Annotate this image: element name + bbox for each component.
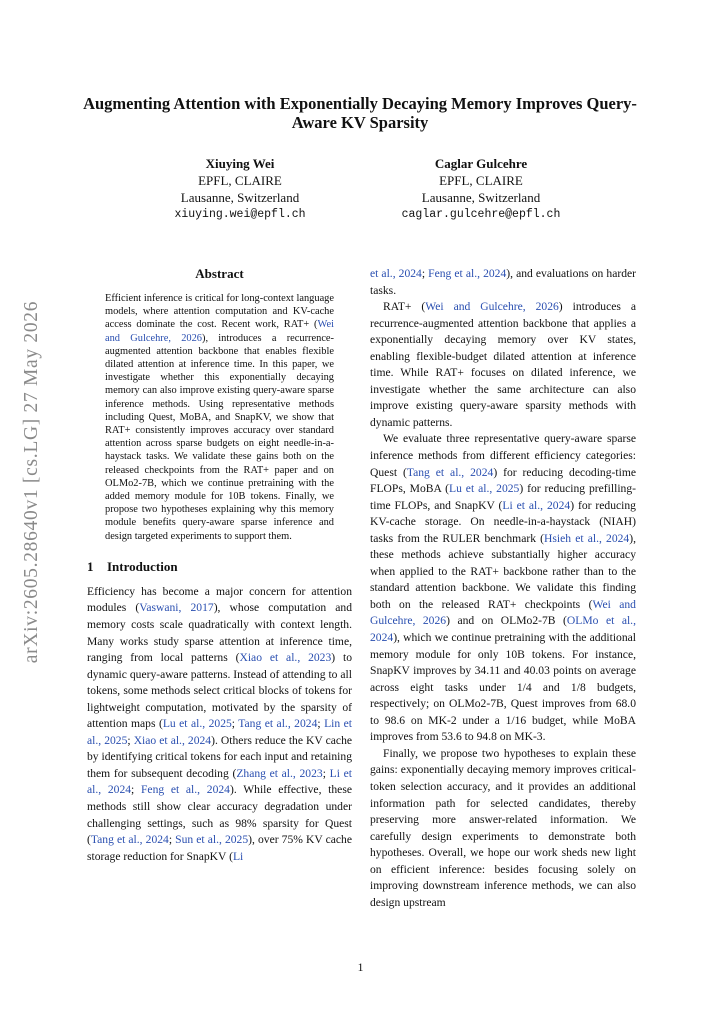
left-column (87, 266, 352, 865)
author-email: xiuying.wei@epfl.ch (174, 208, 306, 221)
citation-link[interactable]: Li (232, 849, 244, 863)
author-block-2 (361, 155, 601, 223)
text-run: ) and on OLMo2-7B ( (446, 614, 567, 628)
text-run: ) for reducing KV-cache storage. On needle-in-a-haystack (NIAH) tasks from the RULER benchmark ( (370, 498, 636, 545)
section-number: 1 (87, 558, 94, 574)
citation-link[interactable]: Li et al., 2024 (87, 766, 352, 797)
section-title: Introduction (107, 558, 178, 574)
text-run: ; (421, 267, 429, 280)
author-email: caglar.gulcehre@epfl.ch (401, 208, 561, 221)
page-number: 1 (357, 960, 364, 974)
citation-link[interactable]: Li et al., 2024 (502, 498, 571, 512)
intro-paragraph (87, 584, 352, 865)
citation-link[interactable]: Vaswani, 2017 (139, 601, 214, 615)
text-run: ). Others reduce the KV cache by identifying critical tokens for each input and retaining them for subsequent decoding ( (87, 733, 353, 780)
citation-link[interactable]: Lu et al., 2025 (162, 717, 232, 731)
intro-paragraph (370, 299, 636, 431)
text-run: ) for reducing prefilling-time FLOPs, and SnapKV ( (370, 482, 637, 512)
citation-link[interactable]: Zhang et al., 2023 (236, 766, 323, 780)
citation-link[interactable]: Lu et al., 2025 (449, 482, 520, 496)
citation-link[interactable]: et al., 2024 (370, 267, 422, 280)
author-location: Lausanne, Switzerland (421, 190, 541, 205)
text-run: ) introduces a recurrence-augmented attention backbone that applies a exponentially decaying memory over KV states, enabling flexible-budget dilated attention at inference time. While RAT+ focuses on dilated inference, we investigate whether the same architecture can also improve existing query-aware sparsity methods with dynamic patterns. (370, 300, 636, 429)
citation-link[interactable]: Xiao et al., 2024 (133, 733, 212, 747)
author-name: Caglar Gulcehre (434, 156, 528, 171)
citation-link[interactable]: Wei and Gulcehre, 2026 (425, 300, 559, 314)
author-block-1 (120, 155, 360, 223)
citation-link[interactable]: Tang et al., 2024 (406, 465, 494, 479)
citation-link[interactable]: Sun et al., 2025 (175, 833, 249, 847)
text-run: We evaluate three representative query-aware sparse inference methods from different efficiency categories: Quest ( (370, 432, 636, 479)
abstract-heading: Abstract (195, 266, 244, 281)
text-run: Finally, we propose two hypotheses to explain these gains: exponentially decaying memory improves critical-token selection accuracy, and it provides an additional information path for selected candidates, thereby preserving more answer-related information. We carefully design experiments to demonstrate both hypotheses. Overall, we hope our work sheds new light on efficient inference: besides focusing solely on improving downstream inference methods, we can also design upstream (370, 746, 636, 909)
abstract-text (105, 292, 334, 543)
citation-link[interactable]: Hsieh et al., 2024 (544, 531, 630, 545)
text-run: Efficiency has become a major concern for attention modules ( (87, 584, 352, 615)
citation-link[interactable]: Wei and Gulcehre, 2026 (370, 597, 636, 628)
text-run: ). While effective, these methods still show clear accuracy degradation under challenging settings, such as 98% sparsity for Quest ( (87, 783, 352, 847)
section-heading (87, 559, 352, 574)
citation-link[interactable]: Xiao et al., 2023 (239, 651, 332, 665)
paper-title: Augmenting Attention with Exponentially Decaying Memory Improves Query-Aware KV Sparsity (83, 94, 637, 132)
author-name: Xiuying Wei (205, 156, 275, 171)
author-affiliation: EPFL, CLAIRE (439, 173, 523, 188)
right-column (370, 266, 636, 911)
citation-link[interactable]: Tang et al., 2024 (238, 717, 318, 731)
intro-paragraph (370, 431, 636, 745)
text-run: ), which we continue pretraining with the additional memory module for only 10B tokens. For instance, SnapKV improves by 34.11 and 40.03 points on average across eight tasks under 1/4 and 1/8 budgets, respectively; on OLMo2-7B, Quest improves from 68.0 to 98.6 on MK-2 under a 1/16 budget, while MoBA improves from 53.6 to 94.8 on MK-3. (370, 631, 636, 744)
text-run: ; (317, 717, 325, 731)
text-run: RAT+ ( (383, 300, 426, 314)
text-run: ; (127, 733, 134, 747)
author-location: Lausanne, Switzerland (180, 190, 300, 205)
text-run: ) for reducing decoding-time FLOPs, MoBA ( (370, 465, 636, 496)
citation-link[interactable]: Feng et al., 2024 (428, 267, 507, 280)
citation-link[interactable]: Wei and Gulcehre, 2026 (105, 319, 334, 344)
text-run: ; (322, 766, 330, 780)
text-run: ; (231, 717, 239, 731)
citation-link[interactable]: OLMo et al., 2024 (370, 614, 636, 645)
arxiv-identifier-text: arXiv:2605.28640v1 [cs.LG] 27 May 2026 (21, 300, 43, 664)
text-run: ) to dynamic query-aware patterns. Instead of attending to all tokens, some methods select critical blocks of tokens for lightweight computation, motivated by the sparsity of attention maps ( (87, 651, 352, 731)
intro-paragraph (370, 746, 636, 911)
citation-link[interactable]: Lin et al., 2025 (87, 717, 352, 747)
citation-link[interactable]: Feng et al., 2024 (140, 783, 230, 797)
text-run: ), and evaluations on harder tasks. (370, 267, 637, 297)
author-affiliation: EPFL, CLAIRE (198, 173, 282, 188)
text-run: ), whose computation and memory costs scale quadratically with context length. Many works study sparse attention at inference time, ranging from local patterns ( (87, 601, 353, 665)
intro-paragraph (370, 266, 636, 299)
text-run: ), over 75% KV cache storage reduction for SnapKV ( (87, 833, 352, 863)
text-run: ), these methods achieve substantially higher accuracy when applied to the RAT+ backbone rather than to the standard attention backbone. We validate this finding both on the released RAT+ checkpoints ( (370, 531, 636, 611)
arxiv-identifier (14, 293, 50, 671)
text-run: ; (168, 833, 176, 847)
text-run: ), introduces a recurrence-augmented attention backbone that enables flexible dilated attention at inference time. In this paper, we investigate whether this exponentially decaying memory can also improve existing query-aware sparse inference methods. Using representative methods including Quest, MoBA, and SnapKV, we show that RAT+ consistently improves accuracy over standard attention across sparse budgets on eight needle-in-a-haystack tasks. We validate these gains both on the released checkpoints from the RAT+ paper and on OLMo2-7B, which we continue pretraining with the added memory module for 10B tokens. Finally, we propose two hypotheses explaining why this memory module benefits query-aware sparse inference and design targeted experiments to support them. (105, 332, 334, 542)
citation-link[interactable]: Tang et al., 2024 (90, 833, 169, 847)
text-run: Efficient inference is critical for long-context language models, where attention computation and KV-cache access dominate the cost. Recent work, RAT+ ( (105, 293, 334, 331)
text-run: ; (131, 783, 141, 797)
